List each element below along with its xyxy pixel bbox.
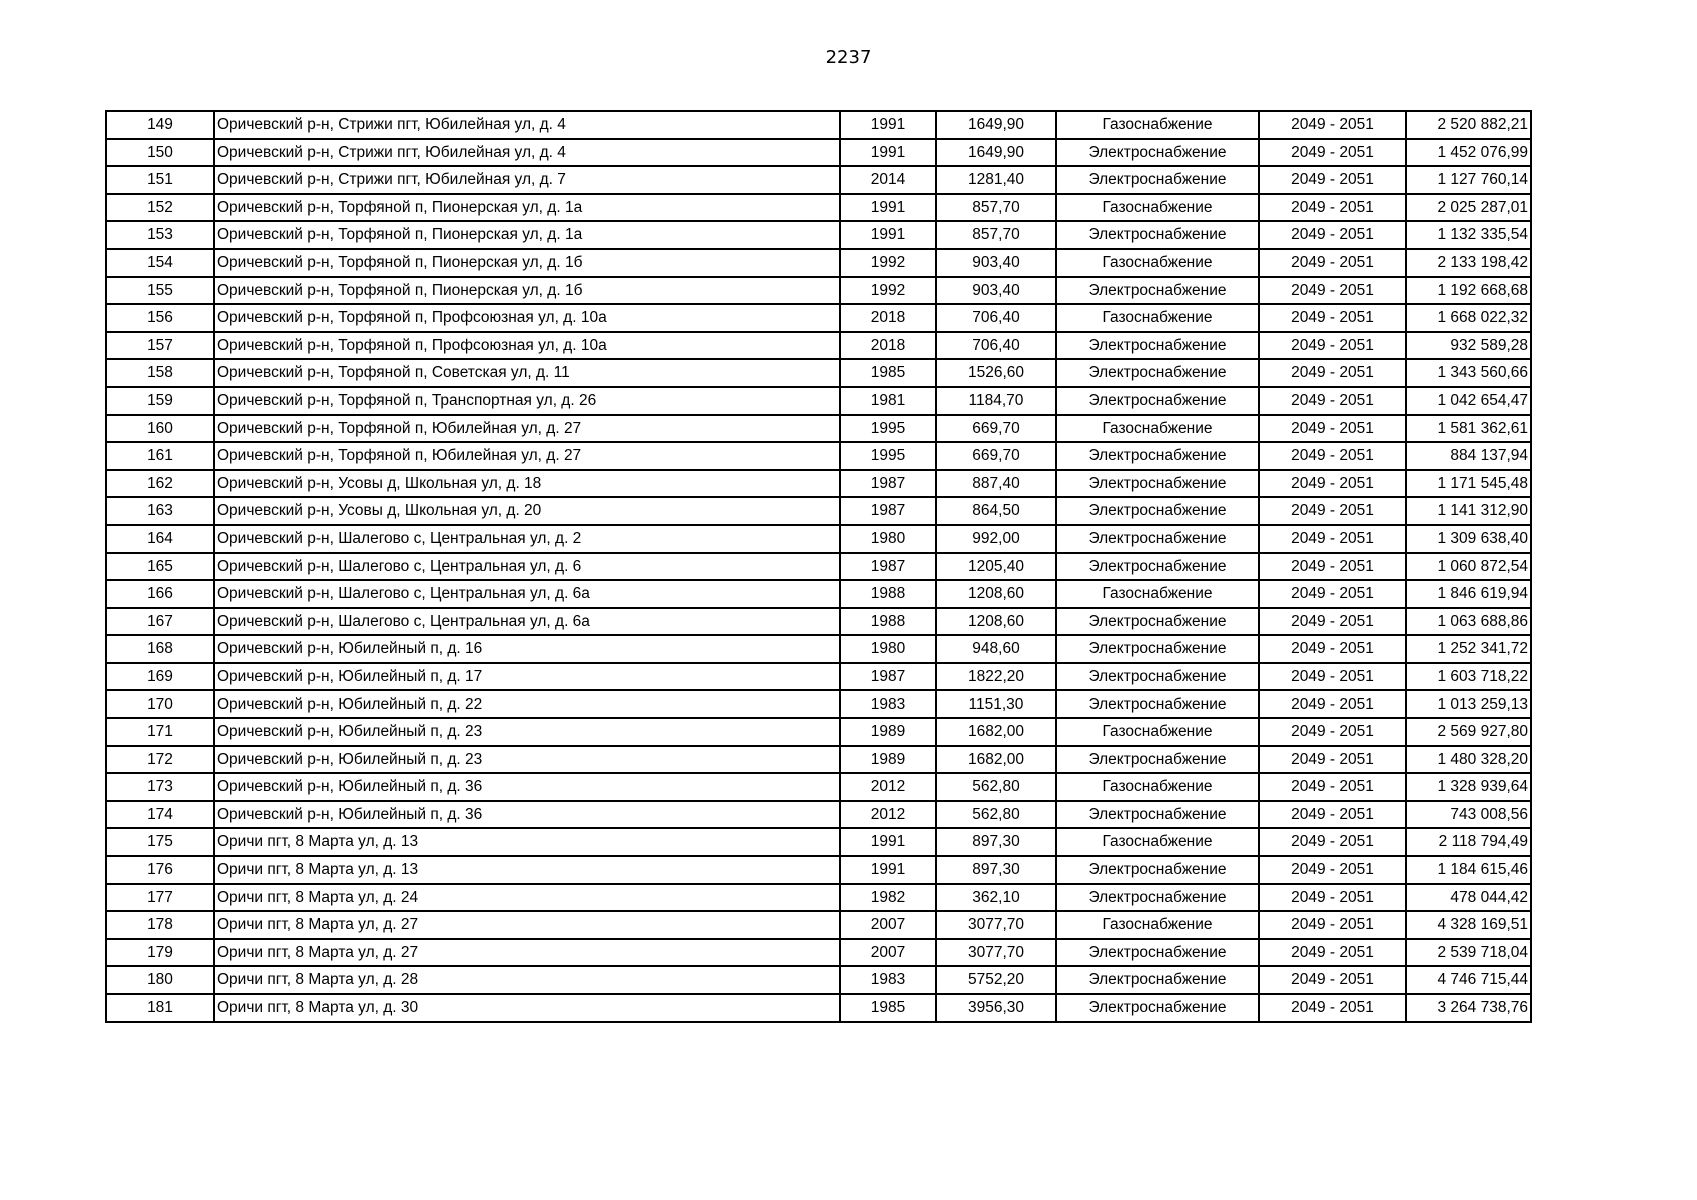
year-cell: 1992 [840, 277, 936, 305]
cost-cell: 1 132 335,54 [1406, 221, 1531, 249]
table-row [106, 580, 1531, 608]
cost-cell: 884 137,94 [1406, 442, 1531, 470]
cost-cell: 2 025 287,01 [1406, 194, 1531, 222]
row-number-cell: 181 [106, 994, 214, 1022]
registry-table [105, 110, 1532, 1023]
service-type-cell: Газоснабжение [1056, 773, 1259, 801]
address-cell: Оричи пгт, 8 Марта ул, д. 28 [214, 966, 840, 994]
area-cell: 706,40 [936, 332, 1056, 360]
table-row [106, 939, 1531, 967]
period-cell: 2049 - 2051 [1259, 884, 1406, 912]
row-number-cell: 149 [106, 111, 214, 139]
service-type-cell: Газоснабжение [1056, 304, 1259, 332]
period-cell: 2049 - 2051 [1259, 332, 1406, 360]
period-cell: 2049 - 2051 [1259, 470, 1406, 498]
year-cell: 1987 [840, 497, 936, 525]
cost-cell: 1 846 619,94 [1406, 580, 1531, 608]
cost-cell: 1 328 939,64 [1406, 773, 1531, 801]
period-cell: 2049 - 2051 [1259, 553, 1406, 581]
year-cell: 1991 [840, 194, 936, 222]
row-number-cell: 171 [106, 718, 214, 746]
row-number-cell: 174 [106, 801, 214, 829]
row-number-cell: 177 [106, 884, 214, 912]
address-cell: Оричевский р-н, Торфяной п, Профсоюзная ул, д. 10а [214, 304, 840, 332]
year-cell: 1988 [840, 580, 936, 608]
area-cell: 1151,30 [936, 690, 1056, 718]
table-row [106, 277, 1531, 305]
period-cell: 2049 - 2051 [1259, 580, 1406, 608]
cost-cell: 1 309 638,40 [1406, 525, 1531, 553]
area-cell: 3077,70 [936, 911, 1056, 939]
area-cell: 903,40 [936, 277, 1056, 305]
address-cell: Оричевский р-н, Торфяной п, Транспортная ул, д. 26 [214, 387, 840, 415]
service-type-cell: Газоснабжение [1056, 718, 1259, 746]
row-number-cell: 150 [106, 139, 214, 167]
year-cell: 1989 [840, 718, 936, 746]
address-cell: Оричевский р-н, Торфяной п, Пионерская ул, д. 1б [214, 277, 840, 305]
service-type-cell: Электроснабжение [1056, 994, 1259, 1022]
area-cell: 1682,00 [936, 746, 1056, 774]
row-number-cell: 164 [106, 525, 214, 553]
cost-cell: 1 042 654,47 [1406, 387, 1531, 415]
service-type-cell: Электроснабжение [1056, 635, 1259, 663]
table-row [106, 856, 1531, 884]
address-cell: Оричевский р-н, Торфяной п, Юбилейная ул, д. 27 [214, 442, 840, 470]
year-cell: 1991 [840, 221, 936, 249]
service-type-cell: Электроснабжение [1056, 139, 1259, 167]
service-type-cell: Электроснабжение [1056, 221, 1259, 249]
address-cell: Оричевский р-н, Торфяной п, Пионерская ул, д. 1а [214, 194, 840, 222]
service-type-cell: Электроснабжение [1056, 387, 1259, 415]
row-number-cell: 162 [106, 470, 214, 498]
cost-cell: 1 063 688,86 [1406, 608, 1531, 636]
year-cell: 1982 [840, 884, 936, 912]
address-cell: Оричевский р-н, Торфяной п, Юбилейная ул, д. 27 [214, 415, 840, 443]
service-type-cell: Электроснабжение [1056, 166, 1259, 194]
area-cell: 864,50 [936, 497, 1056, 525]
address-cell: Оричи пгт, 8 Марта ул, д. 13 [214, 856, 840, 884]
address-cell: Оричевский р-н, Шалегово с, Центральная ул, д. 6а [214, 580, 840, 608]
table-row [106, 801, 1531, 829]
period-cell: 2049 - 2051 [1259, 249, 1406, 277]
table-row [106, 442, 1531, 470]
period-cell: 2049 - 2051 [1259, 415, 1406, 443]
row-number-cell: 155 [106, 277, 214, 305]
area-cell: 1208,60 [936, 580, 1056, 608]
row-number-cell: 153 [106, 221, 214, 249]
service-type-cell: Электроснабжение [1056, 966, 1259, 994]
area-cell: 3956,30 [936, 994, 1056, 1022]
address-cell: Оричи пгт, 8 Марта ул, д. 13 [214, 828, 840, 856]
service-type-cell: Электроснабжение [1056, 939, 1259, 967]
table-row [106, 828, 1531, 856]
table-row [106, 111, 1531, 139]
area-cell: 903,40 [936, 249, 1056, 277]
row-number-cell: 154 [106, 249, 214, 277]
service-type-cell: Газоснабжение [1056, 911, 1259, 939]
address-cell: Оричевский р-н, Усовы д, Школьная ул, д. 20 [214, 497, 840, 525]
cost-cell: 2 539 718,04 [1406, 939, 1531, 967]
cost-cell: 1 668 022,32 [1406, 304, 1531, 332]
year-cell: 1992 [840, 249, 936, 277]
service-type-cell: Электроснабжение [1056, 525, 1259, 553]
cost-cell: 1 252 341,72 [1406, 635, 1531, 663]
table-row [106, 166, 1531, 194]
page-number: 2237 [825, 47, 872, 68]
period-cell: 2049 - 2051 [1259, 359, 1406, 387]
area-cell: 1184,70 [936, 387, 1056, 415]
row-number-cell: 179 [106, 939, 214, 967]
period-cell: 2049 - 2051 [1259, 773, 1406, 801]
table-row [106, 497, 1531, 525]
cost-cell: 1 060 872,54 [1406, 553, 1531, 581]
period-cell: 2049 - 2051 [1259, 111, 1406, 139]
period-cell: 2049 - 2051 [1259, 663, 1406, 691]
cost-cell: 1 452 076,99 [1406, 139, 1531, 167]
table-row [106, 690, 1531, 718]
row-number-cell: 169 [106, 663, 214, 691]
row-number-cell: 170 [106, 690, 214, 718]
address-cell: Оричевский р-н, Юбилейный п, д. 16 [214, 635, 840, 663]
row-number-cell: 160 [106, 415, 214, 443]
address-cell: Оричи пгт, 8 Марта ул, д. 27 [214, 911, 840, 939]
address-cell: Оричевский р-н, Юбилейный п, д. 23 [214, 746, 840, 774]
period-cell: 2049 - 2051 [1259, 525, 1406, 553]
row-number-cell: 178 [106, 911, 214, 939]
cost-cell: 1 480 328,20 [1406, 746, 1531, 774]
address-cell: Оричевский р-н, Торфяной п, Профсоюзная ул, д. 10а [214, 332, 840, 360]
address-cell: Оричевский р-н, Юбилейный п, д. 23 [214, 718, 840, 746]
year-cell: 1989 [840, 746, 936, 774]
service-type-cell: Электроснабжение [1056, 663, 1259, 691]
cost-cell: 1 184 615,46 [1406, 856, 1531, 884]
address-cell: Оричевский р-н, Торфяной п, Советская ул, д. 11 [214, 359, 840, 387]
cost-cell: 2 133 198,42 [1406, 249, 1531, 277]
table-row [106, 746, 1531, 774]
year-cell: 1991 [840, 111, 936, 139]
area-cell: 1822,20 [936, 663, 1056, 691]
period-cell: 2049 - 2051 [1259, 442, 1406, 470]
period-cell: 2049 - 2051 [1259, 497, 1406, 525]
cost-cell: 4 328 169,51 [1406, 911, 1531, 939]
table-row [106, 635, 1531, 663]
period-cell: 2049 - 2051 [1259, 387, 1406, 415]
area-cell: 897,30 [936, 856, 1056, 884]
table-row [106, 994, 1531, 1022]
table-row [106, 304, 1531, 332]
service-type-cell: Газоснабжение [1056, 249, 1259, 277]
cost-cell: 1 141 312,90 [1406, 497, 1531, 525]
row-number-cell: 166 [106, 580, 214, 608]
service-type-cell: Электроснабжение [1056, 277, 1259, 305]
registry-table-body [106, 111, 1531, 1022]
year-cell: 1988 [840, 608, 936, 636]
cost-cell: 1 127 760,14 [1406, 166, 1531, 194]
row-number-cell: 156 [106, 304, 214, 332]
cost-cell: 1 192 668,68 [1406, 277, 1531, 305]
table-row [106, 221, 1531, 249]
service-type-cell: Электроснабжение [1056, 497, 1259, 525]
address-cell: Оричевский р-н, Стрижи пгт, Юбилейная ул, д. 7 [214, 166, 840, 194]
period-cell: 2049 - 2051 [1259, 718, 1406, 746]
area-cell: 992,00 [936, 525, 1056, 553]
service-type-cell: Электроснабжение [1056, 801, 1259, 829]
table-row [106, 911, 1531, 939]
year-cell: 2018 [840, 304, 936, 332]
period-cell: 2049 - 2051 [1259, 221, 1406, 249]
year-cell: 1991 [840, 139, 936, 167]
table-row [106, 249, 1531, 277]
table-row [106, 966, 1531, 994]
row-number-cell: 176 [106, 856, 214, 884]
period-cell: 2049 - 2051 [1259, 746, 1406, 774]
year-cell: 2007 [840, 939, 936, 967]
year-cell: 2012 [840, 773, 936, 801]
table-row [106, 332, 1531, 360]
year-cell: 1995 [840, 415, 936, 443]
cost-cell: 1 343 560,66 [1406, 359, 1531, 387]
table-row [106, 525, 1531, 553]
cost-cell: 1 581 362,61 [1406, 415, 1531, 443]
period-cell: 2049 - 2051 [1259, 194, 1406, 222]
area-cell: 1649,90 [936, 139, 1056, 167]
table-row [106, 663, 1531, 691]
address-cell: Оричевский р-н, Стрижи пгт, Юбилейная ул, д. 4 [214, 139, 840, 167]
year-cell: 1987 [840, 663, 936, 691]
area-cell: 1208,60 [936, 608, 1056, 636]
row-number-cell: 168 [106, 635, 214, 663]
address-cell: Оричевский р-н, Усовы д, Школьная ул, д. 18 [214, 470, 840, 498]
service-type-cell: Электроснабжение [1056, 746, 1259, 774]
service-type-cell: Газоснабжение [1056, 580, 1259, 608]
period-cell: 2049 - 2051 [1259, 966, 1406, 994]
row-number-cell: 172 [106, 746, 214, 774]
service-type-cell: Газоснабжение [1056, 415, 1259, 443]
table-row [106, 194, 1531, 222]
address-cell: Оричи пгт, 8 Марта ул, д. 24 [214, 884, 840, 912]
year-cell: 1985 [840, 994, 936, 1022]
service-type-cell: Газоснабжение [1056, 194, 1259, 222]
year-cell: 1981 [840, 387, 936, 415]
cost-cell: 1 013 259,13 [1406, 690, 1531, 718]
table-row [106, 718, 1531, 746]
row-number-cell: 173 [106, 773, 214, 801]
address-cell: Оричи пгт, 8 Марта ул, д. 30 [214, 994, 840, 1022]
table-row [106, 884, 1531, 912]
cost-cell: 1 171 545,48 [1406, 470, 1531, 498]
area-cell: 897,30 [936, 828, 1056, 856]
period-cell: 2049 - 2051 [1259, 277, 1406, 305]
row-number-cell: 157 [106, 332, 214, 360]
address-cell: Оричевский р-н, Шалегово с, Центральная ул, д. 6а [214, 608, 840, 636]
period-cell: 2049 - 2051 [1259, 690, 1406, 718]
area-cell: 857,70 [936, 221, 1056, 249]
area-cell: 1281,40 [936, 166, 1056, 194]
period-cell: 2049 - 2051 [1259, 939, 1406, 967]
area-cell: 887,40 [936, 470, 1056, 498]
service-type-cell: Газоснабжение [1056, 111, 1259, 139]
service-type-cell: Электроснабжение [1056, 442, 1259, 470]
address-cell: Оричевский р-н, Шалегово с, Центральная ул, д. 6 [214, 553, 840, 581]
area-cell: 1682,00 [936, 718, 1056, 746]
cost-cell: 2 118 794,49 [1406, 828, 1531, 856]
address-cell: Оричевский р-н, Торфяной п, Пионерская ул, д. 1б [214, 249, 840, 277]
year-cell: 1987 [840, 553, 936, 581]
period-cell: 2049 - 2051 [1259, 911, 1406, 939]
cost-cell: 743 008,56 [1406, 801, 1531, 829]
row-number-cell: 180 [106, 966, 214, 994]
area-cell: 706,40 [936, 304, 1056, 332]
row-number-cell: 151 [106, 166, 214, 194]
year-cell: 2007 [840, 911, 936, 939]
area-cell: 948,60 [936, 635, 1056, 663]
period-cell: 2049 - 2051 [1259, 608, 1406, 636]
year-cell: 1991 [840, 828, 936, 856]
address-cell: Оричевский р-н, Юбилейный п, д. 17 [214, 663, 840, 691]
area-cell: 669,70 [936, 442, 1056, 470]
row-number-cell: 165 [106, 553, 214, 581]
year-cell: 2018 [840, 332, 936, 360]
service-type-cell: Электроснабжение [1056, 690, 1259, 718]
cost-cell: 2 520 882,21 [1406, 111, 1531, 139]
table-row [106, 387, 1531, 415]
cost-cell: 478 044,42 [1406, 884, 1531, 912]
table-row [106, 553, 1531, 581]
service-type-cell: Электроснабжение [1056, 884, 1259, 912]
service-type-cell: Электроснабжение [1056, 553, 1259, 581]
address-cell: Оричевский р-н, Юбилейный п, д. 36 [214, 801, 840, 829]
cost-cell: 3 264 738,76 [1406, 994, 1531, 1022]
service-type-cell: Электроснабжение [1056, 332, 1259, 360]
row-number-cell: 159 [106, 387, 214, 415]
table-row [106, 139, 1531, 167]
cost-cell: 4 746 715,44 [1406, 966, 1531, 994]
address-cell: Оричи пгт, 8 Марта ул, д. 27 [214, 939, 840, 967]
year-cell: 1980 [840, 635, 936, 663]
row-number-cell: 175 [106, 828, 214, 856]
service-type-cell: Электроснабжение [1056, 856, 1259, 884]
year-cell: 1987 [840, 470, 936, 498]
period-cell: 2049 - 2051 [1259, 139, 1406, 167]
year-cell: 1985 [840, 359, 936, 387]
service-type-cell: Электроснабжение [1056, 470, 1259, 498]
period-cell: 2049 - 2051 [1259, 801, 1406, 829]
service-type-cell: Электроснабжение [1056, 608, 1259, 636]
row-number-cell: 152 [106, 194, 214, 222]
area-cell: 1205,40 [936, 553, 1056, 581]
area-cell: 669,70 [936, 415, 1056, 443]
year-cell: 2012 [840, 801, 936, 829]
cost-cell: 2 569 927,80 [1406, 718, 1531, 746]
year-cell: 1991 [840, 856, 936, 884]
area-cell: 562,80 [936, 801, 1056, 829]
year-cell: 2014 [840, 166, 936, 194]
area-cell: 857,70 [936, 194, 1056, 222]
address-cell: Оричевский р-н, Шалегово с, Центральная ул, д. 2 [214, 525, 840, 553]
area-cell: 562,80 [936, 773, 1056, 801]
year-cell: 1995 [840, 442, 936, 470]
row-number-cell: 161 [106, 442, 214, 470]
address-cell: Оричевский р-н, Юбилейный п, д. 36 [214, 773, 840, 801]
area-cell: 362,10 [936, 884, 1056, 912]
table-row [106, 415, 1531, 443]
period-cell: 2049 - 2051 [1259, 828, 1406, 856]
year-cell: 1983 [840, 966, 936, 994]
row-number-cell: 163 [106, 497, 214, 525]
service-type-cell: Электроснабжение [1056, 359, 1259, 387]
table-row [106, 359, 1531, 387]
table-row [106, 608, 1531, 636]
period-cell: 2049 - 2051 [1259, 994, 1406, 1022]
area-cell: 1526,60 [936, 359, 1056, 387]
area-cell: 1649,90 [936, 111, 1056, 139]
table-row [106, 773, 1531, 801]
period-cell: 2049 - 2051 [1259, 166, 1406, 194]
cost-cell: 1 603 718,22 [1406, 663, 1531, 691]
row-number-cell: 158 [106, 359, 214, 387]
area-cell: 5752,20 [936, 966, 1056, 994]
row-number-cell: 167 [106, 608, 214, 636]
year-cell: 1983 [840, 690, 936, 718]
address-cell: Оричевский р-н, Торфяной п, Пионерская ул, д. 1а [214, 221, 840, 249]
cost-cell: 932 589,28 [1406, 332, 1531, 360]
period-cell: 2049 - 2051 [1259, 635, 1406, 663]
area-cell: 3077,70 [936, 939, 1056, 967]
address-cell: Оричевский р-н, Стрижи пгт, Юбилейная ул, д. 4 [214, 111, 840, 139]
address-cell: Оричевский р-н, Юбилейный п, д. 22 [214, 690, 840, 718]
period-cell: 2049 - 2051 [1259, 304, 1406, 332]
year-cell: 1980 [840, 525, 936, 553]
period-cell: 2049 - 2051 [1259, 856, 1406, 884]
service-type-cell: Газоснабжение [1056, 828, 1259, 856]
table-row [106, 470, 1531, 498]
